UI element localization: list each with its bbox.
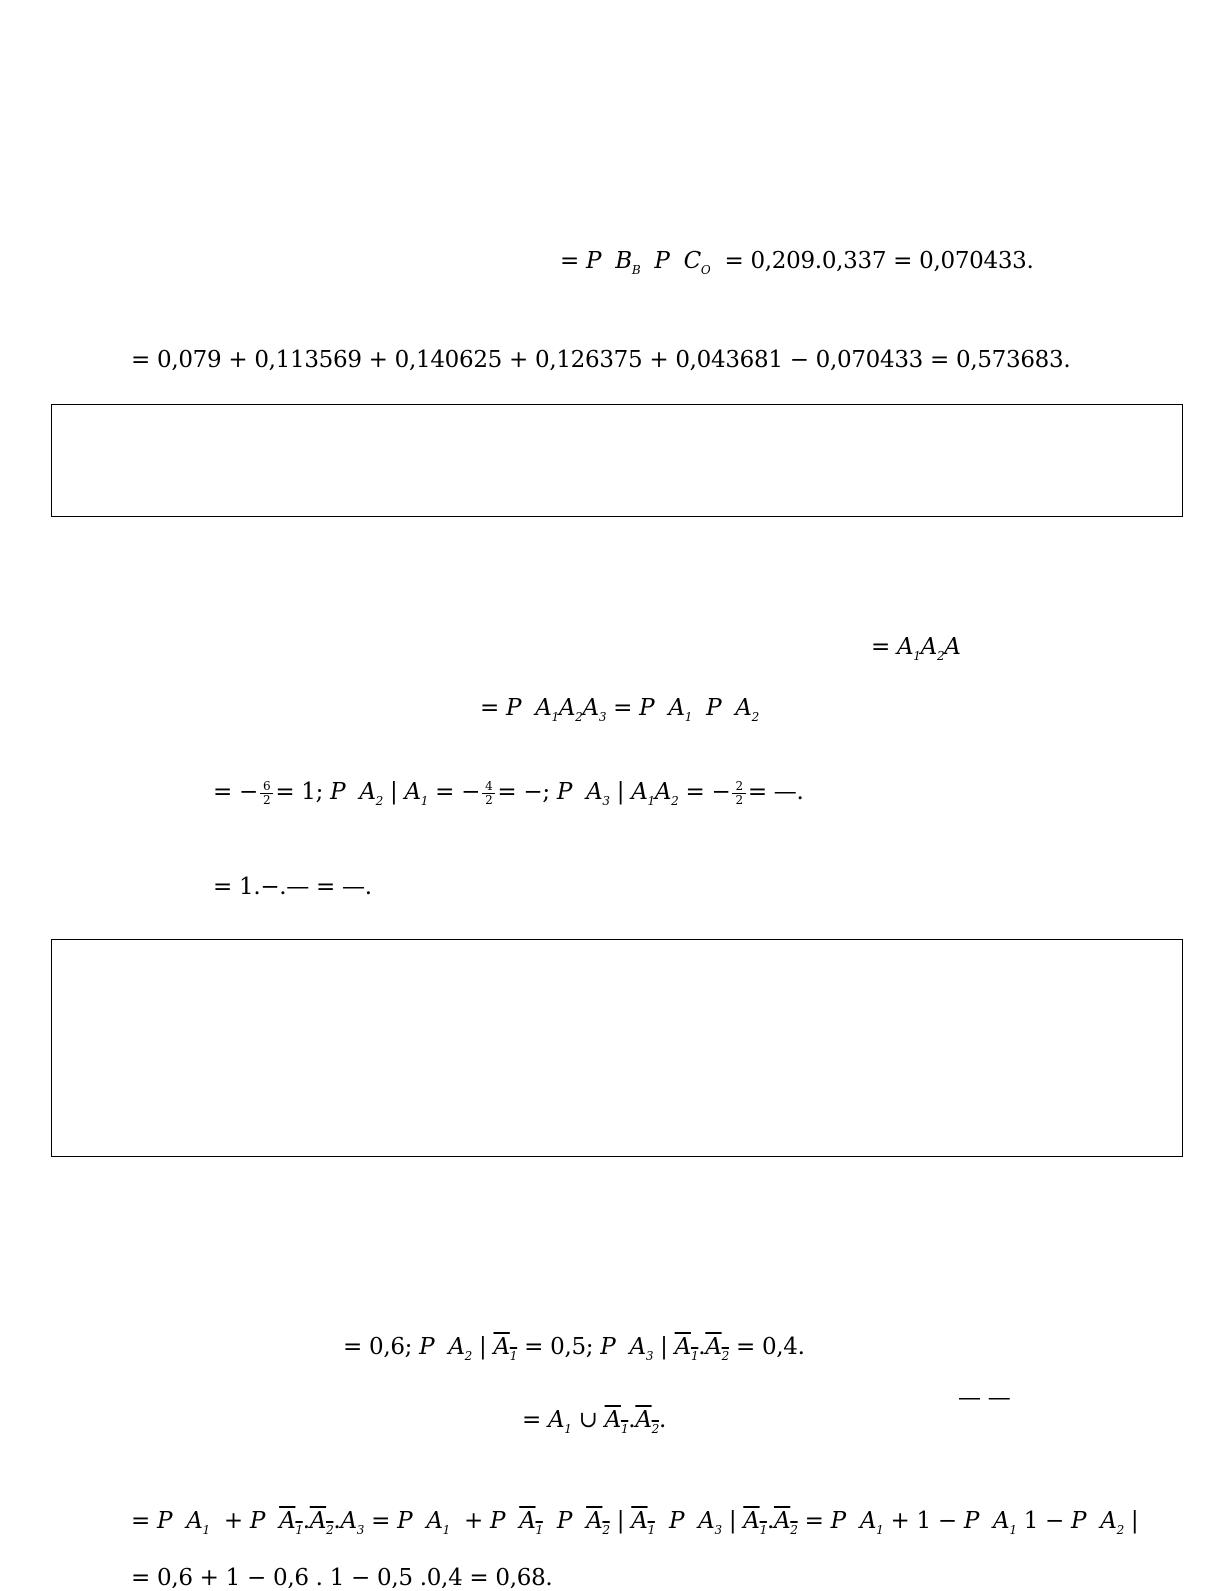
equation-line-2: = 0,079 + 0,113569 + 0,140625 + 0,126375 + 0,043681 − 0,070433 = 0,573683. (131, 347, 1071, 373)
equation-line-7: = 0,6; P $A_2$ | $A_1 = 0,5$; P $A_3$ | $A_1.A_2 = 0,4$. (343, 1334, 805, 1363)
equation-line-3: = $A_1A_2A$ (871, 634, 961, 663)
equation-line-1: = P $B_B$ P $C_O = 0,209.0,337 = 0,070433$. (560, 248, 1034, 277)
fraction: $\frac{4}{2}$ (482, 780, 495, 806)
equation-line-9: = P $A_1 + P$ $A_1.A_2.A_3 = P$ $A_1 + P$ $A_1$ P $A_2$ | $A_1$ P $A_3$ | $A_1.A_2 = P$ $A_1 + 1 - P$ $A_1$ 1 − P $A_2$ | (131, 1508, 1139, 1537)
equation-line-5: = − $\frac{6}{2}$ = 1; P $A_2$ | $A_1$ = − $\frac{4}{2}$ = −; P $A_3$ | $A_1A_2$ = − $\frac{2}{2}$ = —. (213, 779, 804, 809)
equation-line-8: = $A_1$ ∪ $A_1.A_2$. (522, 1407, 666, 1436)
equation-line-4: = P $A_1A_2A_3 = P$ $A_1$ P $A_2$ (480, 695, 759, 724)
equation-line-10: = 0,6 + 1 − 0,6 . 1 − 0,5 .0,4 = 0,68. (131, 1565, 553, 1591)
fraction: $\frac{2}{2}$ (732, 780, 745, 806)
equation-fragment-bars: — — (958, 1385, 1011, 1411)
empty-frame-2 (51, 939, 1183, 1157)
equation-line-6: = 1.−.— = —. (213, 874, 372, 900)
fraction: $\frac{6}{2}$ (260, 780, 273, 806)
empty-frame-1 (51, 404, 1183, 517)
